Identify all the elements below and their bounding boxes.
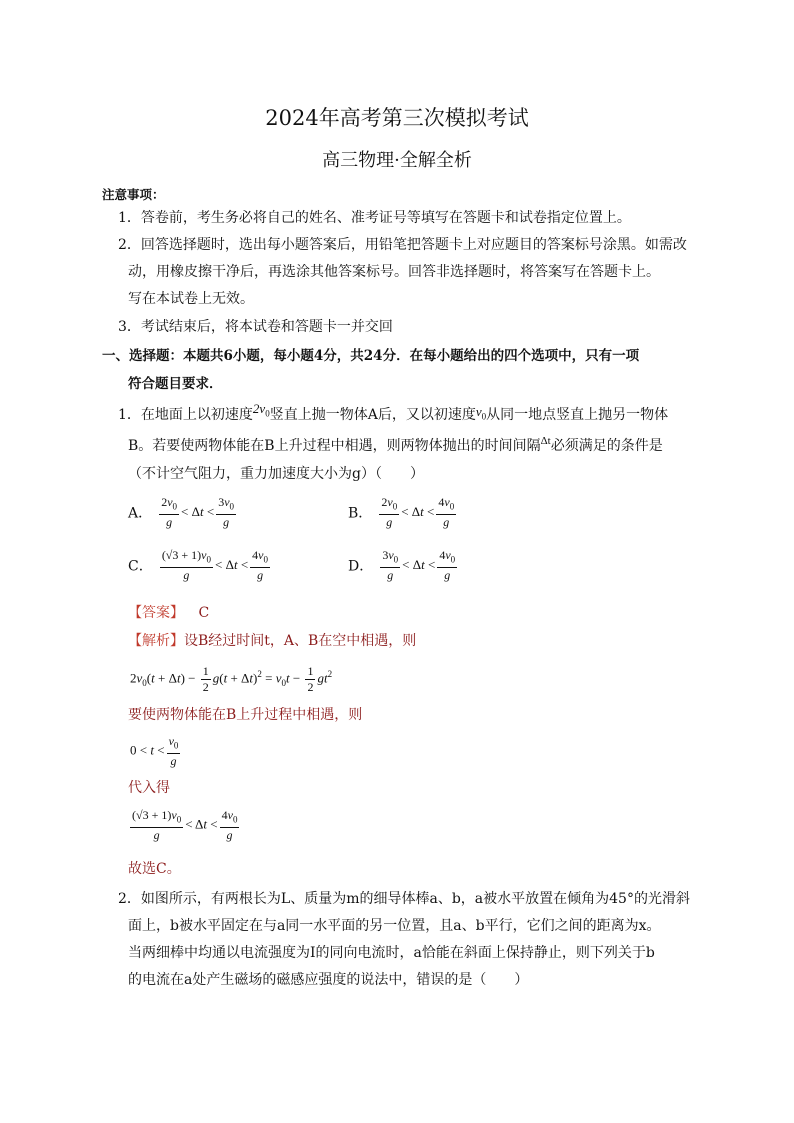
q1-analysis-line3: 代入得 <box>128 780 170 796</box>
option-b-formula: $\frac{2v_0}{g}$ < Δt < $\frac{4v_0}{g}$ <box>381 495 455 530</box>
answer-value: C <box>198 605 210 621</box>
q1-stem-text5: 必须满足的条件是 <box>550 438 663 454</box>
q1-stem-text2: 竖直上抛一物体A后，又以初速度 <box>269 407 476 423</box>
q1-stem-line2 <box>128 436 663 457</box>
q1-stem-text3: 从同一地点竖直上抛另一物体 <box>486 407 669 423</box>
q1-v2: 2v <box>252 401 266 416</box>
notice-heading: 注意事项： <box>102 187 165 202</box>
q1-option-d[interactable] <box>348 548 459 583</box>
option-d-formula: $\frac{3v_0}{g}$ < Δt < $\frac{4v_0}{g}$ <box>382 548 456 583</box>
notice-item-2a: 2．回答选择题时，选出每小题答案后，用铅笔把答题卡上对应题目的答案标号涂黑。如需改 <box>118 237 687 253</box>
q1-equation-2: 0 < t < $\frac{v_0}{g}$ <box>130 734 179 769</box>
q2-stem-line2: 面上，b被水平固定在与a同一水平面的另一位置，且a、b平行，它们之间的距离为x。 <box>128 918 661 934</box>
q1-equation-3: $\frac{(√3 + 1)v_0}{g}$ < Δt < $\frac{4v_0}{g}$ <box>132 808 238 843</box>
option-a-label: A． <box>128 505 153 522</box>
analysis-text-1: 设B经过时间t，A、B在空中相遇，则 <box>184 633 417 649</box>
q1-answer <box>128 603 209 623</box>
q2-stem-line3: 当两细棒中均通以电流强度为I的同向电流时，a恰能在斜面上保持静止，则下列关于b <box>128 945 655 961</box>
notice-item-2c: 写在本试卷上无效。 <box>128 291 254 307</box>
q1-option-a[interactable] <box>128 495 238 530</box>
q1-v0: v <box>475 404 482 419</box>
section-heading-line2: 符合题目要求． <box>128 376 223 392</box>
notice-item-1: 1．答卷前，考生务必将自己的姓名、准考证号等填写在答题卡和试卷指定位置上。 <box>118 210 631 226</box>
analysis-label: 【解析】 <box>128 633 184 649</box>
page-subtitle: 高三物理·全解全析 <box>322 150 472 171</box>
q1-dt: Δt <box>540 435 551 447</box>
q2-stem-line1: 2．如图所示，有两根长为L、质量为m的细导体棒a、b，a被水平放置在倾角为45°的光滑斜 <box>118 891 690 907</box>
page-title: 2024年高考第三次模拟考试 <box>265 106 529 130</box>
q1-stem-text4: B。若要使两物体能在B上升过程中相遇，则两物体抛出的时间间隔 <box>128 438 541 454</box>
option-b-label: B． <box>348 505 373 522</box>
answer-label: 【答案】 <box>128 605 184 621</box>
q1-option-c[interactable] <box>128 548 272 583</box>
q1-stem-line1: 1．在地面上以初速度$2v_0$竖直上抛一物体A后，又以初速度$v_0$从同一地点竖直上抛另一物体 <box>118 401 669 423</box>
notice-item-3: 3．考试结束后，将本试卷和答题卡一并交回 <box>118 319 393 335</box>
q1-analysis-line2: 要使两物体能在B上升过程中相遇，则 <box>128 707 363 723</box>
q1-analysis-line1 <box>128 631 416 651</box>
q1-equation-1: $2v_0(t + \Delta t)$ − $\frac{1}{2}$ $g(t + \Delta t)^2 = v_0t$ − $\frac{1}{2}$ $gt^2$ <box>130 664 333 694</box>
notice-item-2b: 动，用橡皮擦干净后，再选涂其他答案标号。回答非选择题时，将答案写在答题卡上。 <box>128 264 660 280</box>
option-d-label: D． <box>348 558 374 575</box>
q1-stem-line3: （不计空气阻力，重力加速度大小为g）（ ） <box>128 466 424 482</box>
option-c-formula: $\frac{(√3 + 1)v_0}{g}$ < Δt < $\frac{4v_0}{g}$ <box>161 548 268 583</box>
q1-conclusion: 故选C。 <box>128 861 181 877</box>
section-heading-line1: 一、选择题：本题共6小题，每小题4分，共24分．在每小题给出的四个选项中，只有一项 <box>102 348 640 364</box>
q1-stem-text1: 1．在地面上以初速度 <box>118 407 253 423</box>
option-c-label: C． <box>128 558 153 575</box>
option-a-formula: $\frac{2v_0}{g}$ < Δt < $\frac{3v_0}{g}$ <box>161 495 235 530</box>
q1-option-b[interactable] <box>348 495 458 530</box>
q2-stem-line4: 的电流在a处产生磁场的磁感应强度的说法中，错误的是（ ） <box>128 972 529 988</box>
